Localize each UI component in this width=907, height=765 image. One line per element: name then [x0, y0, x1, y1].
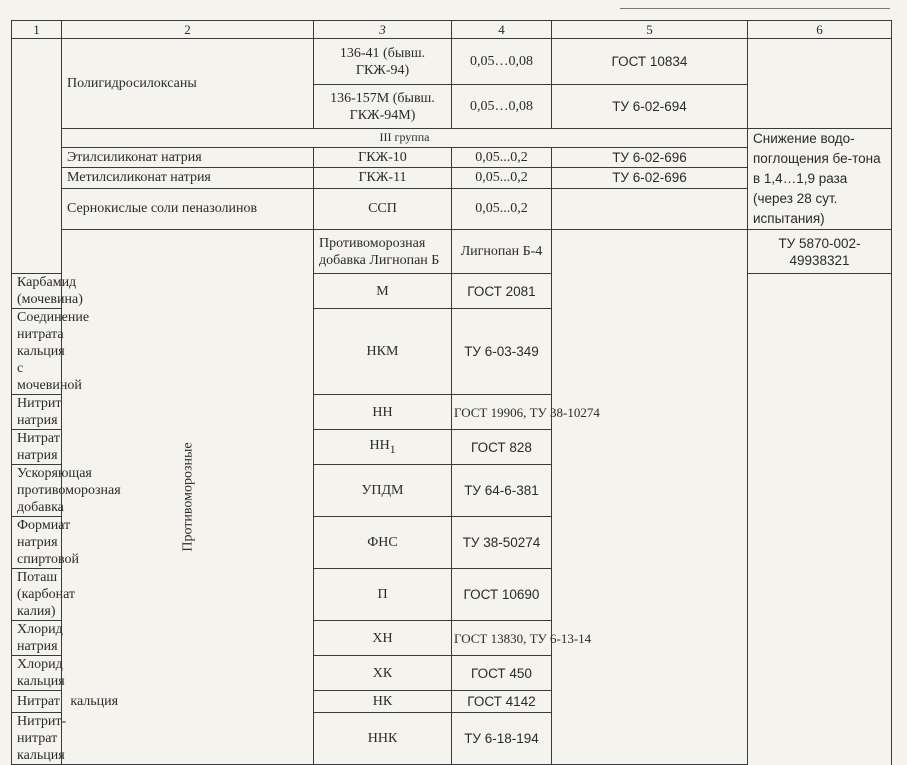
additive-standard: ТУ 5870-002-49938321 — [748, 230, 892, 274]
additive-brand: 136-41 (бывш. ГКЖ-94) — [314, 39, 452, 85]
additive-brand: ХК — [314, 656, 452, 691]
header-col-4: 4 — [452, 21, 552, 39]
group-title: III группа — [62, 129, 748, 148]
additive-name: Нитрат натрия — [12, 430, 62, 465]
additive-standard: ТУ 38-50274 — [452, 517, 552, 569]
additive-name: Полигидросилоксаны — [62, 39, 314, 129]
header-col-6: 6 — [748, 21, 892, 39]
additive-name: Нитрит-нитрат кальция — [12, 713, 62, 765]
additive-standard: ГОСТ 2081 — [452, 274, 552, 309]
section-label-cell — [62, 230, 314, 765]
additive-standard: ГОСТ 13830, ТУ 6-13-14 — [452, 621, 552, 656]
additive-brand: НН — [314, 395, 452, 430]
additive-brand: ГКЖ-11 — [314, 168, 452, 189]
dose-blank-cell — [552, 230, 748, 765]
additive-standard: ГОСТ 10690 — [452, 569, 552, 621]
header-col-2: 2 — [62, 21, 314, 39]
additive-brand: ССП — [314, 188, 452, 229]
brand-subscript: 1 — [389, 442, 396, 456]
additives-table — [11, 20, 892, 765]
additive-standard: ТУ 6-03-349 — [452, 309, 552, 395]
additive-brand: ФНС — [314, 517, 452, 569]
additive-brand: 136-157М (бывш. ГКЖ-94М) — [314, 85, 452, 129]
additive-brand: ГКЖ-10 — [314, 147, 452, 168]
additive-brand: ННК — [314, 713, 452, 765]
additive-standard: ТУ 64-6-381 — [452, 465, 552, 517]
additive-name: Нитрат кальция — [12, 691, 62, 713]
brand-text: НН — [369, 437, 390, 453]
additive-brand — [314, 430, 452, 465]
additive-name: Нитрит натрия — [12, 395, 62, 430]
additive-name: Метилсиликонат натрия — [62, 168, 314, 189]
header-col-3: 3 — [314, 21, 452, 39]
additive-name: Формиат натрия спиртовой — [12, 517, 62, 569]
additive-standard — [552, 188, 748, 229]
additive-name: Ускоряющая противоморозная добавка — [12, 465, 62, 517]
additive-name: Хлорид кальция — [12, 656, 62, 691]
additive-dose: 0,05...0,2 — [452, 188, 552, 229]
additive-standard: ТУ 6-02-696 — [552, 147, 748, 168]
additive-dose: 0,05…0,08 — [452, 85, 552, 129]
additive-standard: ГОСТ 828 — [452, 430, 552, 465]
additive-standard: ГОСТ 450 — [452, 656, 552, 691]
header-row — [12, 21, 892, 39]
additive-standard: ГОСТ 4142 — [452, 691, 552, 713]
blank-section-cell — [12, 39, 62, 274]
group3-note: Снижение водо-поглощения бе-тона в 1,4…1,9 раза (через 28 сут. испытания) — [748, 129, 892, 230]
additive-standard: ТУ 6-18-194 — [452, 713, 552, 765]
additive-name: Хлорид натрия — [12, 621, 62, 656]
additive-brand: М — [314, 274, 452, 309]
header-col-5: 5 — [552, 21, 748, 39]
additive-brand: Лигнопан Б-4 — [452, 230, 552, 274]
blank-note-cell — [748, 39, 892, 129]
additive-brand: НКМ — [314, 309, 452, 395]
additive-brand: П — [314, 569, 452, 621]
table-row — [12, 39, 892, 85]
additive-name: Соединение нитрата кальция с мочевиной — [12, 309, 62, 395]
additive-name: Сернокислые соли пеназолинов — [62, 188, 314, 229]
additive-standard: ТУ 6-02-694 — [552, 85, 748, 129]
additive-standard: ГОСТ 10834 — [552, 39, 748, 85]
additive-standard: ГОСТ 19906, ТУ 38-10274 — [452, 395, 552, 430]
additive-standard: ТУ 6-02-696 — [552, 168, 748, 189]
additive-brand: ХН — [314, 621, 452, 656]
additive-brand: УПДМ — [314, 465, 452, 517]
additive-dose: 0,05...0,2 — [452, 147, 552, 168]
additive-dose: 0,05…0,08 — [452, 39, 552, 85]
header-col-1: 1 — [12, 21, 62, 39]
table-row — [12, 230, 892, 274]
additive-brand: НК — [314, 691, 452, 713]
section-label: Противоморозные — [180, 442, 195, 552]
additive-name: Поташ (карбонат калия) — [12, 569, 62, 621]
group-title-row — [12, 129, 892, 148]
additive-name: Карбамид (мочевина) — [12, 274, 62, 309]
additive-name: Противоморозная добавка Лигнопан Б — [314, 230, 452, 274]
additive-dose: 0,05...0,2 — [452, 168, 552, 189]
additive-name: Этилсиликонат натрия — [62, 147, 314, 168]
top-rule — [620, 8, 890, 9]
